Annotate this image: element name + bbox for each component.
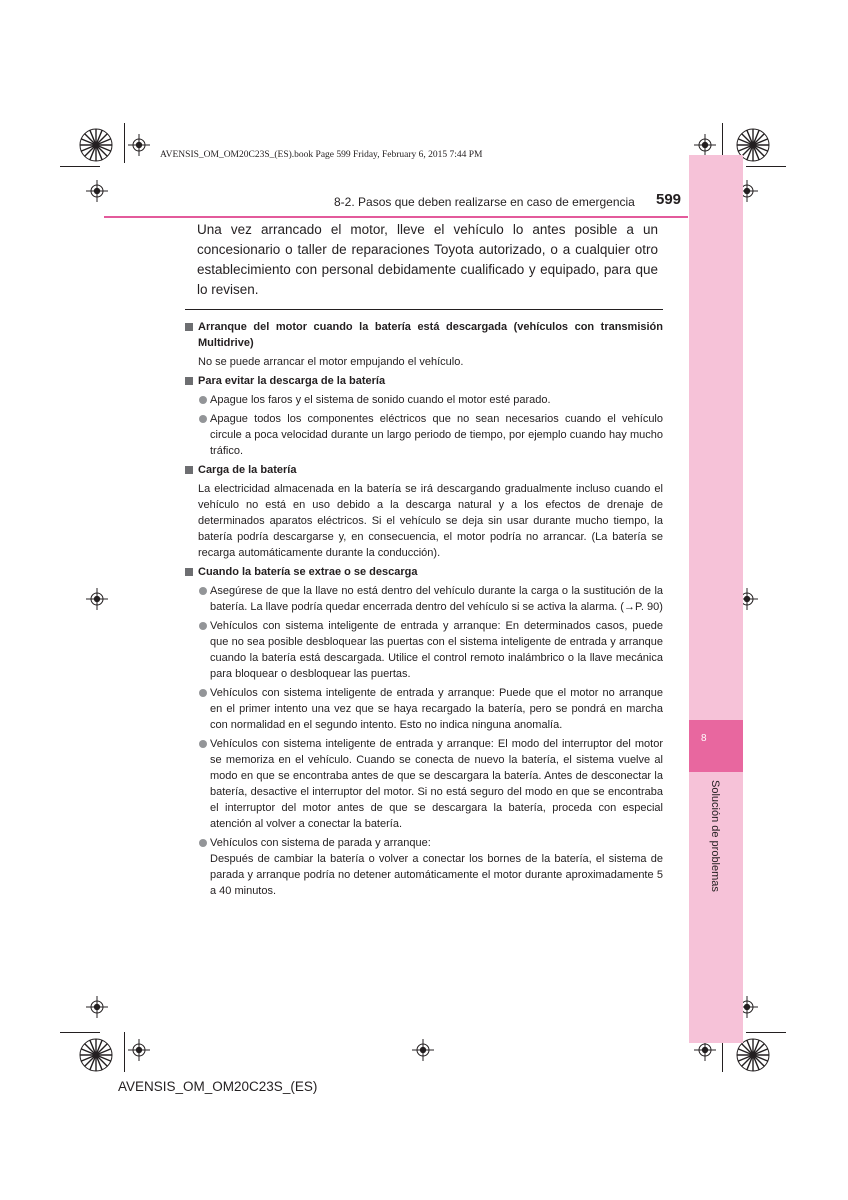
crop-mark xyxy=(746,1032,786,1033)
bullet-item: Apague todos los componentes eléctricos que no sean necesarios cuando el vehículo circule a poca velocidad durante un largo periodo de tiempo, por ejemplo cuando hay mucho tráfico. xyxy=(185,411,663,459)
section-heading: Para evitar la descarga de la batería xyxy=(185,373,663,389)
notes-content xyxy=(185,316,663,899)
bullet-item: Apague los faros y el sistema de sonido cuando el motor esté parado. xyxy=(185,392,663,408)
section-divider xyxy=(185,309,663,310)
registration-mark-icon xyxy=(694,134,716,156)
crop-mark xyxy=(60,1032,100,1033)
bullet-item-body: Después de cambiar la batería o volver a conectar los bornes de la batería, el sistema de parada y arranque podría no detener automáticamente el motor durante aproximadamente 5 a 40 minutos. xyxy=(210,853,663,897)
section-heading: Carga de la batería xyxy=(185,462,663,478)
registration-mark-icon xyxy=(128,1039,150,1061)
footer-doc-id: AVENSIS_OM_OM20C23S_(ES) xyxy=(118,1079,318,1094)
bullet-item: Vehículos con sistema inteligente de entrada y arranque: El modo del interruptor del motor se memoriza en el vehículo. Cuando se conecta de nuevo la batería, el sistema vuelve al modo en que se encontraba antes de que se descargara la batería. Antes de desconectar la batería, desactive el interruptor del motor. Si no está seguro del modo en que se encontraba el interruptor del motor antes de que se descargara la batería, proceda con especial atención al volver a conectar la batería. xyxy=(185,736,663,832)
crop-mark xyxy=(746,166,786,167)
chapter-sidetab xyxy=(689,155,743,1043)
registration-mark-icon xyxy=(86,180,108,202)
bullet-item-stop-start xyxy=(185,835,663,899)
header-rule xyxy=(104,216,688,218)
registration-mark-icon xyxy=(128,134,150,156)
starburst-target-icon xyxy=(736,1038,770,1072)
section-text: No se puede arrancar el motor empujando el vehículo. xyxy=(198,356,464,368)
section-text: La electricidad almacenada en la batería se irá descargando gradualmente incluso cuando el vehículo no está en uso debido a la descarga natural y a los efectos de drenaje de determinados aparatos eléctricos. Si el vehículo se deja sin usar durante mucho tiempo, la batería podría descargarse y, en consecuencia, el motor podría no arrancar. (La batería se recarga automáticamente durante la conducción). xyxy=(198,483,663,559)
chapter-title: Solución de problemas xyxy=(709,780,721,892)
starburst-target-icon xyxy=(79,128,113,162)
bullet-item: Vehículos con sistema inteligente de entrada y arranque: En determinados casos, puede que no sea posible desbloquear las puertas con el sistema inteligente de entrada y arranque cuando la batería está descargada. Utilice el control remoto inalámbrico o la llave mecánica para bloquear o desbloquear las puertas. xyxy=(185,618,663,682)
section-heading: Cuando la batería se extrae o se descarga xyxy=(185,564,663,580)
page-number: 599 xyxy=(656,191,682,208)
registration-mark-icon xyxy=(86,588,108,610)
chapter-number: 8 xyxy=(701,733,707,744)
print-metadata: AVENSIS_OM_OM20C23S_(ES).book Page 599 Friday, February 6, 2015 7:44 PM xyxy=(160,150,483,160)
bullet-item: Asegúrese de que la llave no está dentro del vehículo durante la carga o la sustitución de la batería. La llave podría quedar encerrada dentro del vehículo si se activa la alarma. (→P. 90) xyxy=(185,583,663,615)
crop-mark xyxy=(124,123,125,163)
crop-mark xyxy=(124,1032,125,1072)
section-title: 8-2. Pasos que deben realizarse en caso de emergencia xyxy=(334,195,635,209)
bullet-item: Vehículos con sistema inteligente de entrada y arranque: Puede que el motor no arranque en el primer intento una vez que se haya recargado la batería, pero se pondrá en marcha con normalidad en el segundo intento. Esto no indica ninguna anomalía. xyxy=(185,685,663,733)
registration-mark-icon xyxy=(412,1039,434,1061)
section-heading: Arranque del motor cuando la batería está descargada (vehículos con transmisión Multidrive) xyxy=(185,319,663,351)
starburst-target-icon xyxy=(79,1038,113,1072)
crop-mark xyxy=(60,166,100,167)
chapter-number-box xyxy=(689,720,743,772)
intro-paragraph: Una vez arrancado el motor, lleve el vehículo lo antes posible a un concesionario o taller de reparaciones Toyota autorizado, o a cualquier otro establecimiento con personal debidamente cualificado y equipado, para que lo revisen. xyxy=(197,222,658,297)
registration-mark-icon xyxy=(86,996,108,1018)
bullet-item-lead: Vehículos con sistema de parada y arranque: xyxy=(210,837,431,849)
